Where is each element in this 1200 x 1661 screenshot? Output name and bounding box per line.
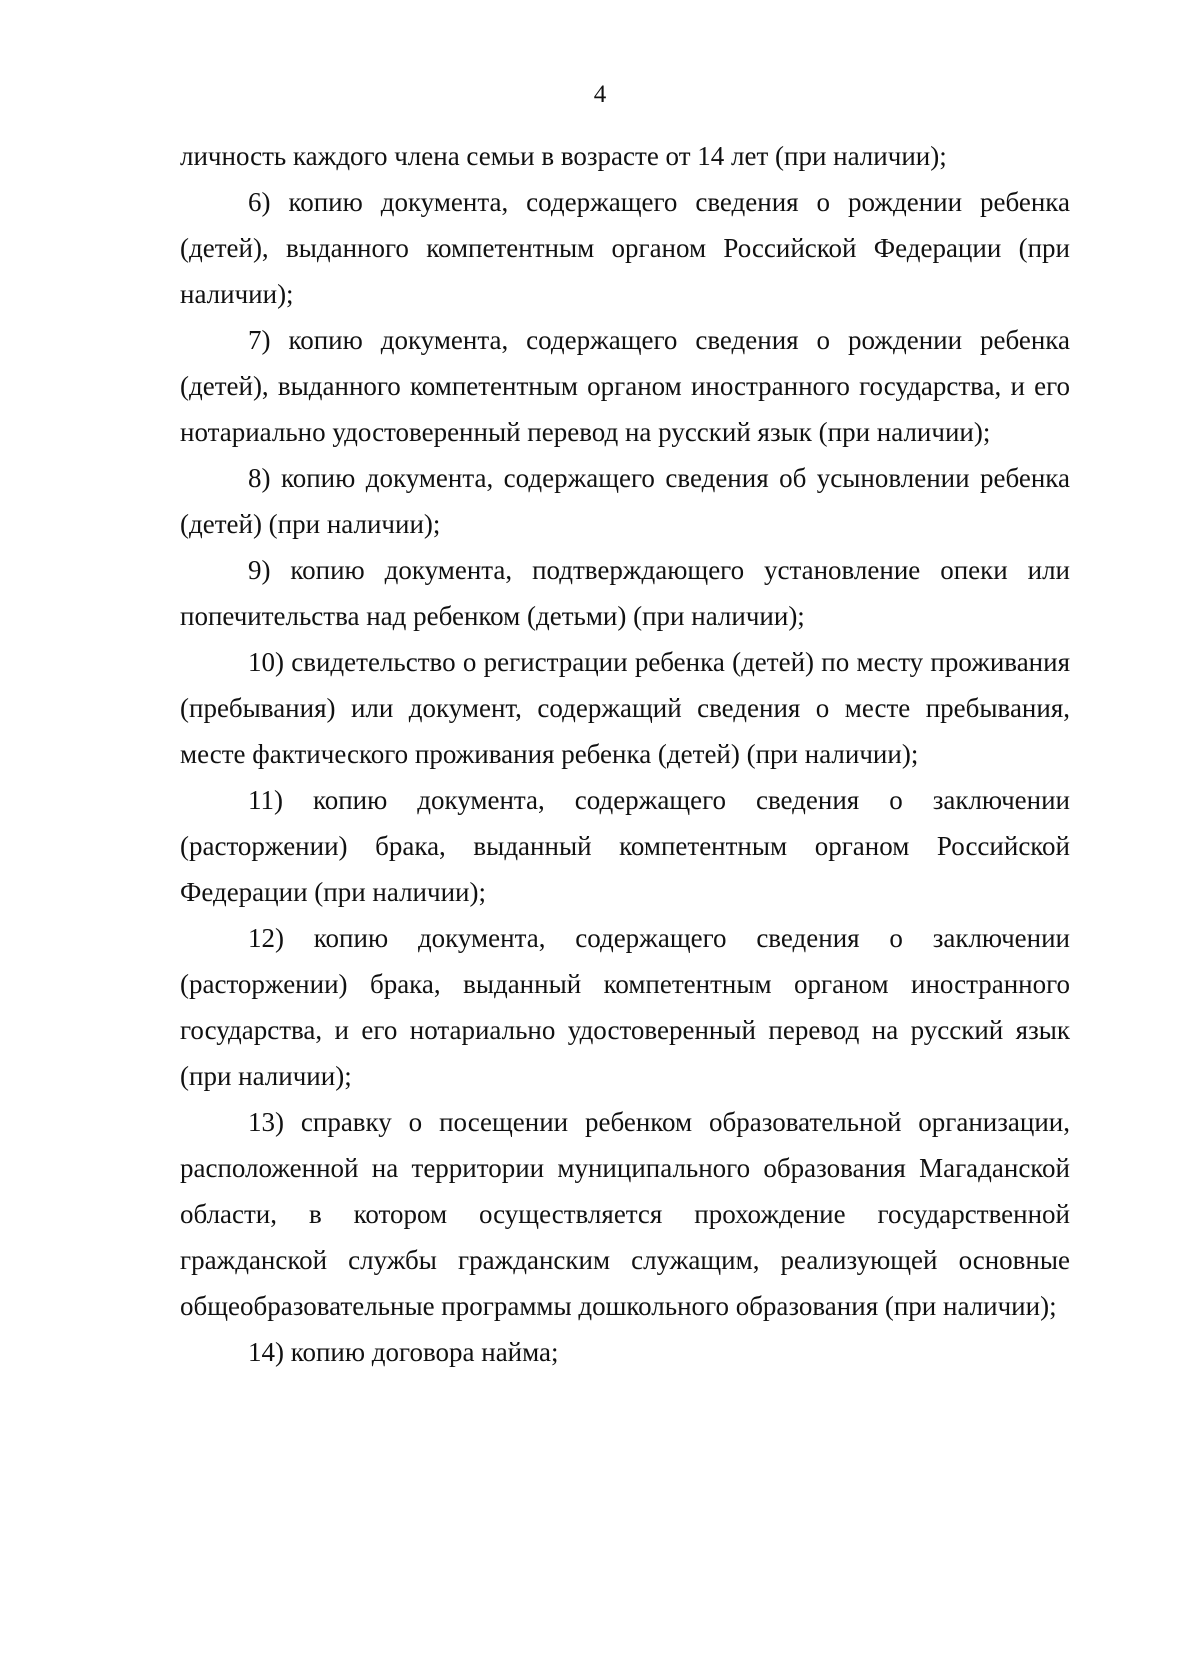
list-item-7: 7) копию документа, содержащего сведения о рождении ребенка (детей), выданного компетентным органом иностранного государства, и его нотариально удостоверенный перевод на русский язык (при наличии); — [180, 325, 1070, 447]
document-body — [180, 133, 1070, 1375]
list-item-12: 12) копию документа, содержащего сведения о заключении (расторжении) брака, выданный компетентным органом иностранного государства, и его нотариально удостоверенный перевод на русский язык (при наличии); — [180, 923, 1070, 1091]
paragraph-continuation: личность каждого члена семьи в возрасте от 14 лет (при наличии); — [180, 141, 947, 171]
list-item-9: 9) копию документа, подтверждающего установление опеки или попечительства над ребенком (детьми) (при наличии); — [180, 555, 1070, 631]
page-number: 4 — [593, 81, 607, 108]
list-item-6: 6) копию документа, содержащего сведения о рождении ребенка (детей), выданного компетентным органом Российской Федерации (при наличии); — [180, 187, 1070, 309]
list-item-11: 11) копию документа, содержащего сведения о заключении (расторжении) брака, выданный компетентным органом Российской Федерации (при наличии); — [180, 785, 1070, 907]
list-item-13: 13) справку о посещении ребенком образовательной организации, расположенной на территории муниципального образования Магаданской области, в котором осуществляется прохождение государственной гражданской службы гражданским служащим, реализующей основные общеобразовательные программы дошкольного образования (при наличии); — [180, 1107, 1070, 1321]
list-item-8: 8) копию документа, содержащего сведения об усыновлении ребенка (детей) (при наличии); — [180, 463, 1070, 539]
list-item-10: 10) свидетельство о регистрации ребенка (детей) по месту проживания (пребывания) или документ, содержащий сведения о месте пребывания, месте фактического проживания ребенка (детей) (при наличии); — [180, 647, 1070, 769]
list-item-14: 14) копию договора найма; — [248, 1337, 559, 1367]
